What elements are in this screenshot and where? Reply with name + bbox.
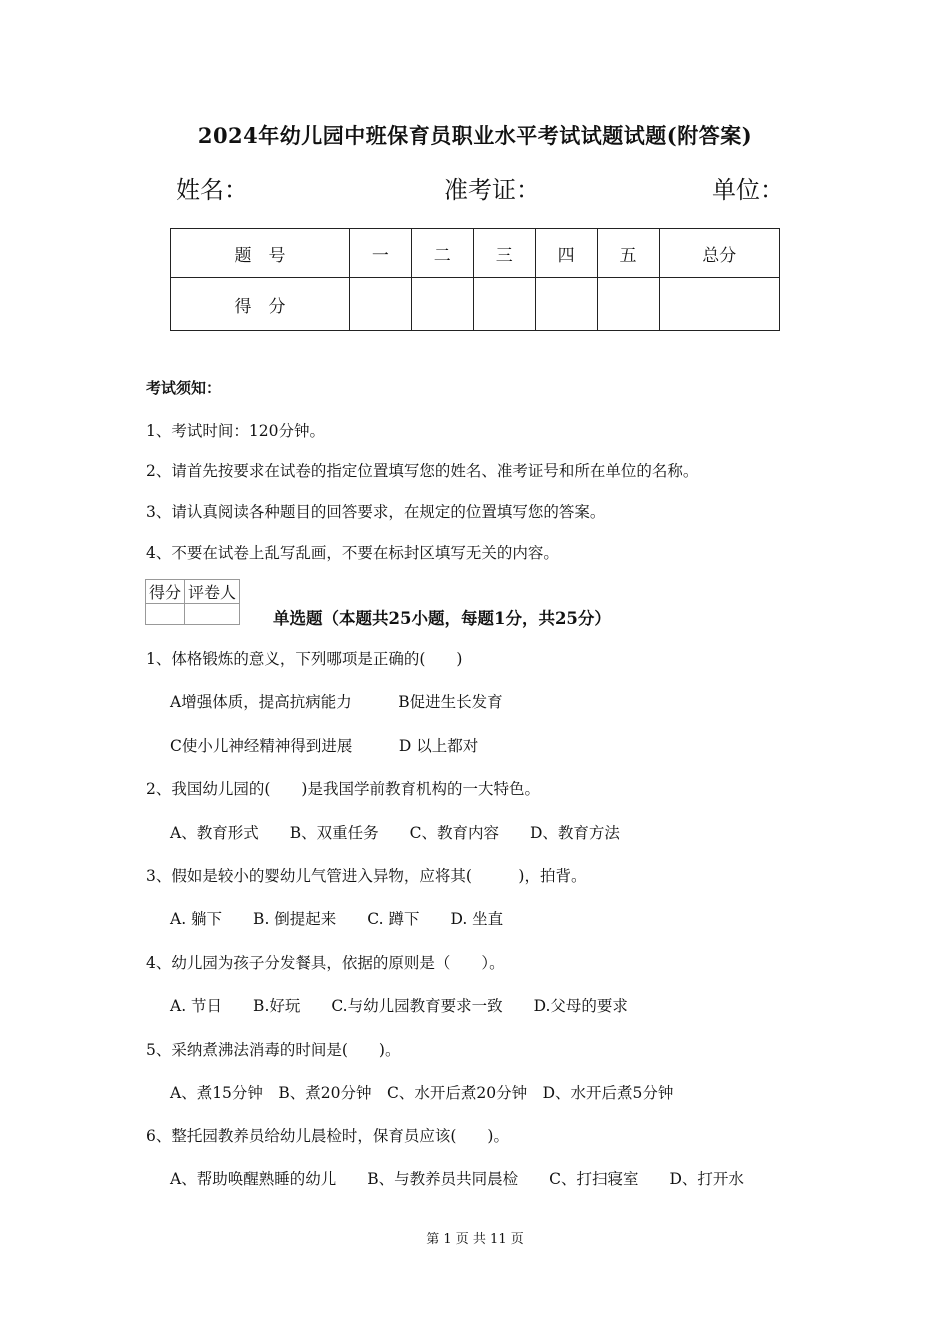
notice-item: 2、请首先按要求在试卷的指定位置填写您的姓名、准考证号和所在单位的名称。 [146, 462, 699, 480]
grader-score-cell[interactable] [146, 604, 185, 625]
question-text: 5、采纳煮沸法消毒的时间是( )。 [146, 1041, 401, 1059]
notice-item: 3、请认真阅读各种题目的回答要求，在规定的位置填写您的答案。 [146, 503, 606, 521]
question-options: A、煮15分钟 B、煮20分钟 C、水开后煮20分钟 D、水开后煮5分钟 [170, 1084, 674, 1102]
notice-item: 1、考试时间：120分钟。 [146, 422, 325, 440]
score-table [170, 228, 780, 331]
score-table-col: 一 [349, 229, 411, 278]
score-table-col-total: 总分 [659, 229, 779, 278]
score-table-col: 五 [597, 229, 659, 278]
grader-name-label: 评卷人 [185, 580, 240, 604]
score-table-col: 二 [411, 229, 473, 278]
score-cell[interactable] [411, 278, 473, 331]
score-table-col: 三 [473, 229, 535, 278]
question-options: A、教育形式 B、双重任务 C、教育内容 D、教育方法 [170, 824, 620, 842]
grader-score-label: 得分 [146, 580, 185, 604]
question-text: 6、整托园教养员给幼儿晨检时，保育员应该( )。 [146, 1127, 509, 1145]
name-field-label: 姓名： [176, 176, 248, 204]
score-cell[interactable] [473, 278, 535, 331]
grader-box [145, 579, 240, 625]
question-text: 2、我国幼儿园的( )是我国学前教育机构的一大特色。 [146, 780, 540, 798]
score-table-header-row [171, 229, 780, 278]
page-footer: 第 1 页 共 11 页 [426, 1232, 524, 1247]
exam-id-field-label: 准考证： [444, 176, 540, 204]
score-table-col: 四 [535, 229, 597, 278]
question-options: A. 躺下 B. 倒提起来 C. 蹲下 D. 坐直 [170, 910, 504, 928]
unit-field-label: 单位： [712, 176, 784, 204]
question-options: C使小儿神经精神得到进展 D 以上都对 [170, 737, 479, 755]
grader-name-cell[interactable] [185, 604, 240, 625]
score-table-header-label: 题 号 [171, 229, 350, 278]
score-table-score-row [171, 278, 780, 331]
score-cell[interactable] [349, 278, 411, 331]
score-table-score-label: 得 分 [171, 278, 350, 331]
score-cell[interactable] [535, 278, 597, 331]
question-options: A. 节日 B.好玩 C.与幼儿园教育要求一致 D.父母的要求 [170, 997, 628, 1015]
section-title: 单选题（本题共25小题，每题1分，共25分） [273, 609, 611, 628]
question-text: 4、幼儿园为孩子分发餐具，依据的原则是（ ）。 [146, 954, 505, 972]
notice-heading: 考试须知： [146, 379, 222, 397]
notice-item: 4、不要在试卷上乱写乱画，不要在标封区填写无关的内容。 [146, 544, 559, 562]
score-cell-total[interactable] [659, 278, 779, 331]
document-title: 2024年幼儿园中班保育员职业水平考试试题试题(附答案) [197, 123, 753, 148]
question-text: 1、体格锻炼的意义，下列哪项是正确的( ) [146, 650, 463, 668]
question-options: A增强体质，提高抗病能力 B促进生长发育 [170, 693, 503, 711]
question-text: 3、假如是较小的婴幼儿气管进入异物，应将其( )，拍背。 [146, 867, 587, 885]
question-options: A、帮助唤醒熟睡的幼儿 B、与教养员共同晨检 C、打扫寝室 D、打开水 [170, 1170, 744, 1188]
score-cell[interactable] [597, 278, 659, 331]
